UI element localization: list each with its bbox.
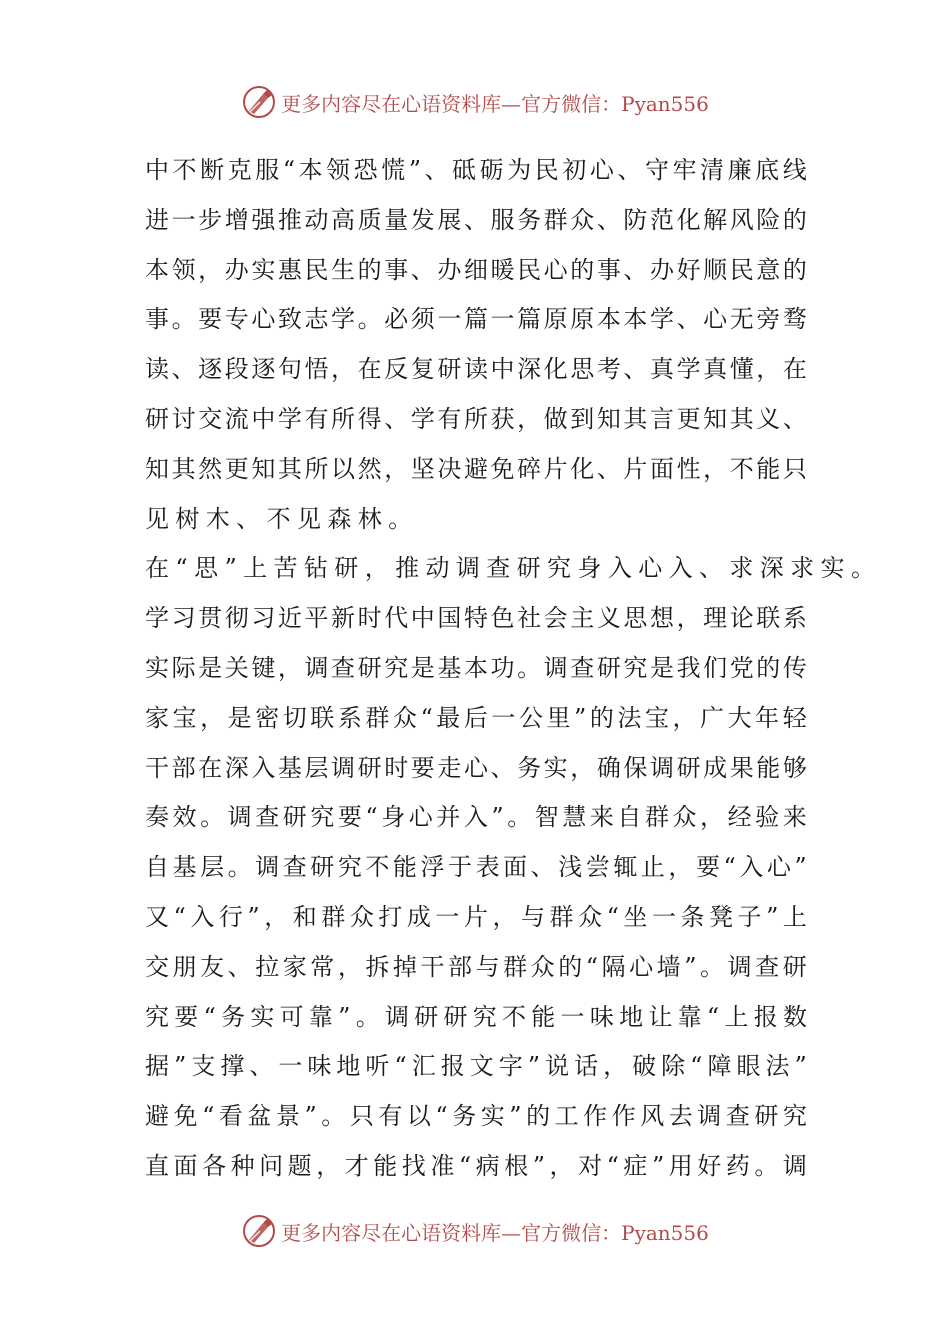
footer-watermark-banner xyxy=(0,1209,950,1253)
paragraph-line: 读 、 逐 段 逐 句 悟 ， 在 反 复 研 读 中 深 化 思 考 、 真 学 真 懂 ， 在 xyxy=(145,355,807,384)
paragraph-line: 家 宝 ， 是 密 切 联 系 群 众 “ 最 后 一 公 里 ” 的 法 宝 ， 广 大 年 轻 xyxy=(145,703,807,732)
paragraph-line: 研 讨 交 流 中 学 有 所 得 、 学 有 所 获 ， 做 到 知 其 言 更 知 其 义 、 xyxy=(145,404,807,433)
pen-nib-logo-icon xyxy=(241,84,277,120)
paragraph-line: 交 朋 友 、 拉 家 常 ， 拆 掉 干 部 与 群 众 的 “ 隔 心 墙 ” 。 调 查 研 xyxy=(145,952,807,981)
paragraph-line: 中 不 断 克 服 “ 本 领 恐 慌 ” 、 砥 砺 为 民 初 心 、 守 牢 清 廉 底 线 xyxy=(145,156,807,184)
header-watermark-banner xyxy=(0,80,950,124)
paragraph-line: 实 际 是 关 键 ， 调 查 研 究 是 基 本 功 。 调 查 研 究 是 我 们 党 的 传 xyxy=(145,653,807,682)
paragraph-line: 知 其 然 更 知 其 所 以 然 ， 坚 决 避 免 碎 片 化 、 片 面 性 ， 不 能 只 xyxy=(145,454,807,483)
paragraph-line: 自 基 层 。 调 查 研 究 不 能 浮 于 表 面 、 浅 尝 辄 止 ， 要 “ 入 心 ” xyxy=(145,853,807,882)
paragraph-line: 避 免 “ 看 盆 景 ” 。 只 有 以 “ 务 实 ” 的 工 作 作 风 去 调 查 研 究 xyxy=(145,1102,807,1131)
paragraph-line: 究 要 “ 务 实 可 靠 ” 。 调 研 研 究 不 能 一 味 地 让 靠 “ 上 报 数 xyxy=(145,1002,807,1031)
document-body xyxy=(145,146,875,1192)
paragraph-line: 事 。 要 专 心 致 志 学 。 必 须 一 篇 一 篇 原 原 本 本 学 、 心 无 旁 骛 xyxy=(145,305,807,334)
paragraph-line: 本 领 ， 办 实 惠 民 生 的 事 、 办 细 暖 民 心 的 事 、 办 好 顺 民 意 的 xyxy=(145,255,807,284)
paragraph-line: 直 面 各 种 问 题 ， 才 能 找 准 “ 病 根 ” ， 对 “ 症 ” 用 好 药 。 调 xyxy=(145,1151,807,1180)
paragraph-line: 在 “ 思 ” 上 苦 钻 研 ， 推 动 调 查 研 究 身 入 心 入 、 求 深 求 实 。 xyxy=(145,554,875,583)
paragraph-line: 学 习 贯 彻 习 近 平 新 时 代 中 国 特 色 社 会 主 义 思 想 ， 理 论 联 系 xyxy=(145,604,807,633)
paragraph-line: 见 树 木 、 不 见 森 林 。 xyxy=(145,504,413,533)
paragraph-line: 据 ” 支 撑 、 一 味 地 听 “ 汇 报 文 字 ” 说 话 ， 破 除 “ 障 眼 法 ” xyxy=(145,1052,807,1081)
pen-nib-logo-icon xyxy=(241,1213,277,1249)
paragraph-line: 进 一 步 增 强 推 动 高 质 量 发 展 、 服 务 群 众 、 防 范 化 解 风 险 的 xyxy=(145,205,807,234)
paragraph-line: 又 “ 入 行 ” ， 和 群 众 打 成 一 片 ， 与 群 众 “ 坐 一 条 凳 子 ” 上 xyxy=(145,902,807,931)
paragraph-line: 奏 效 。 调 查 研 究 要 “ 身 心 并 入 ” 。 智 慧 来 自 群 众 ， 经 验 来 xyxy=(145,803,807,832)
watermark-text: 更多内容尽在心语资料库—官方微信：Pyan556 xyxy=(281,1220,709,1245)
watermark-text: 更多内容尽在心语资料库—官方微信：Pyan556 xyxy=(281,91,709,116)
paragraph-line: 干 部 在 深 入 基 层 调 研 时 要 走 心 、 务 实 ， 确 保 调 研 成 果 能 够 xyxy=(145,753,807,782)
